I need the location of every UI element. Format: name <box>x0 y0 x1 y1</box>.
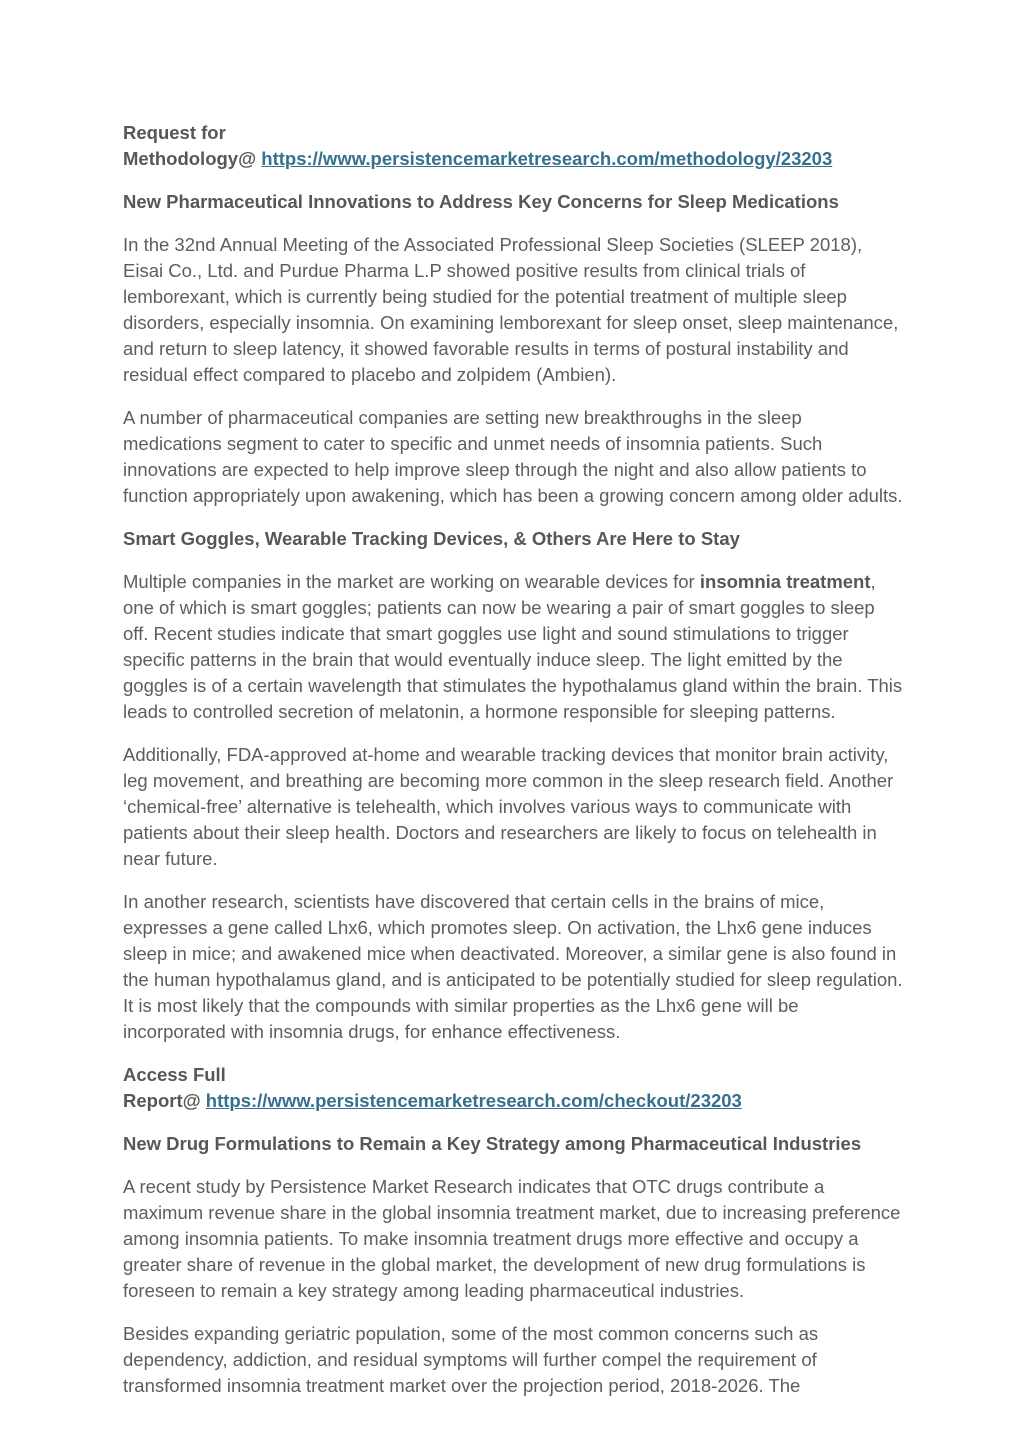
para-lhx6-segment-0: In another research, scientists have discovered that certain cells in the brains of mice, expresses a gene called Lhx6, which promotes sleep. On activation, the Lhx6 gene induces sleep in mice; and awakened mice when deactivated. Moreover, a similar gene is also found in the human hypothalamus gland, and is anticipated to be potentially studied for sleep regulation. It is most likely that the compounds with similar properties as the Lhx6 gene will be incorporated with insomnia drugs, for enhance effectiveness. <box>123 891 903 1042</box>
heading-new-pharma-innovations: New Pharmaceutical Innovations to Address Key Concerns for Sleep Medications <box>123 191 839 212</box>
heading-new-drug-formulations: New Drug Formulations to Remain a Key Strategy among Pharmaceutical Industries <box>123 1133 862 1154</box>
para-breakthroughs <box>123 405 903 509</box>
para-sleep-2018-segment-0: In the 32nd Annual Meeting of the Associated Professional Sleep Societies (SLEEP 2018), Eisai Co., Ltd. and Purdue Pharma L.P showed positive results from clinical trials of lemborexant, which is currently being studied for the potential treatment of multiple sleep disorders, especially insomnia. On examining lemborexant for sleep onset, sleep maintenance, and return to sleep latency, it showed favorable results in terms of postural instability and residual effect compared to placebo and zolpidem (Ambien). <box>123 234 899 385</box>
para-smart-goggles-segment-2: , one of which is smart goggles; patients can now be wearing a pair of smart goggles to sleep off. Recent studies indicate that smart goggles use light and sound stimulations to trigger specific patterns in the brain that would eventually induce sleep. The light emitted by the goggles is of a certain wavelength that stimulates the hypothalamus gland within the brain. This leads to controlled secretion of melatonin, a hormone responsible for sleeping patterns. <box>123 571 903 722</box>
para-otc-segment-0: A recent study by Persistence Market Research indicates that OTC drugs contribute a maximum revenue share in the global insomnia treatment market, due to increasing preference among insomnia patients. To make insomnia treatment drugs more effective and occupy a greater share of revenue in the global market, the development of new drug formulations is foreseen to remain a key strategy among leading pharmaceutical industries. <box>123 1176 901 1301</box>
para-smart-goggles-segment-0: Multiple companies in the market are working on wearable devices for <box>123 571 700 592</box>
heading-smart-goggles: Smart Goggles, Wearable Tracking Devices, & Others Are Here to Stay <box>123 528 740 549</box>
para-sleep-2018 <box>123 232 903 388</box>
request-methodology-label-line1: Request for <box>123 122 226 143</box>
access-full-report-label-line2: Report@ <box>123 1090 206 1111</box>
para-smart-goggles-segment-1: insomnia treatment <box>699 571 871 592</box>
request-methodology-block <box>123 120 903 172</box>
para-geriatric <box>123 1321 903 1399</box>
para-fda-devices-segment-0: Additionally, FDA-approved at-home and wearable tracking devices that monitor brain activity, leg movement, and breathing are becoming more common in the sleep research field. Another ‘chemical-free’ alternative is telehealth, which involves various ways to communicate with patients about their sleep health. Doctors and researchers are likely to focus on telehealth in near future. <box>123 744 894 869</box>
access-full-report-link[interactable]: https://www.persistencemarketresearch.com/checkout/23203 <box>205 1090 742 1111</box>
para-breakthroughs-segment-0: A number of pharmaceutical companies are setting new breakthroughs in the sleep medications segment to cater to specific and unmet needs of insomnia patients. Such innovations are expected to help improve sleep through the night and also allow patients to function appropriately upon awakening, which has been a growing concern among older adults. <box>123 407 903 506</box>
para-otc <box>123 1174 903 1304</box>
para-geriatric-segment-0: Besides expanding geriatric population, some of the most common concerns such as dependency, addiction, and residual symptoms will further compel the requirement of transformed insomnia treatment market over the projection period, 2018-2026. The <box>123 1323 819 1396</box>
document-content <box>123 120 903 1416</box>
para-fda-devices <box>123 742 903 872</box>
access-full-report-label-line1: Access Full <box>123 1064 226 1085</box>
request-methodology-link[interactable]: https://www.persistencemarketresearch.com/methodology/23203 <box>261 148 833 169</box>
access-full-report-block <box>123 1062 903 1114</box>
para-smart-goggles <box>123 569 903 725</box>
request-methodology-label-line2: Methodology@ <box>123 148 262 169</box>
para-lhx6 <box>123 889 903 1045</box>
